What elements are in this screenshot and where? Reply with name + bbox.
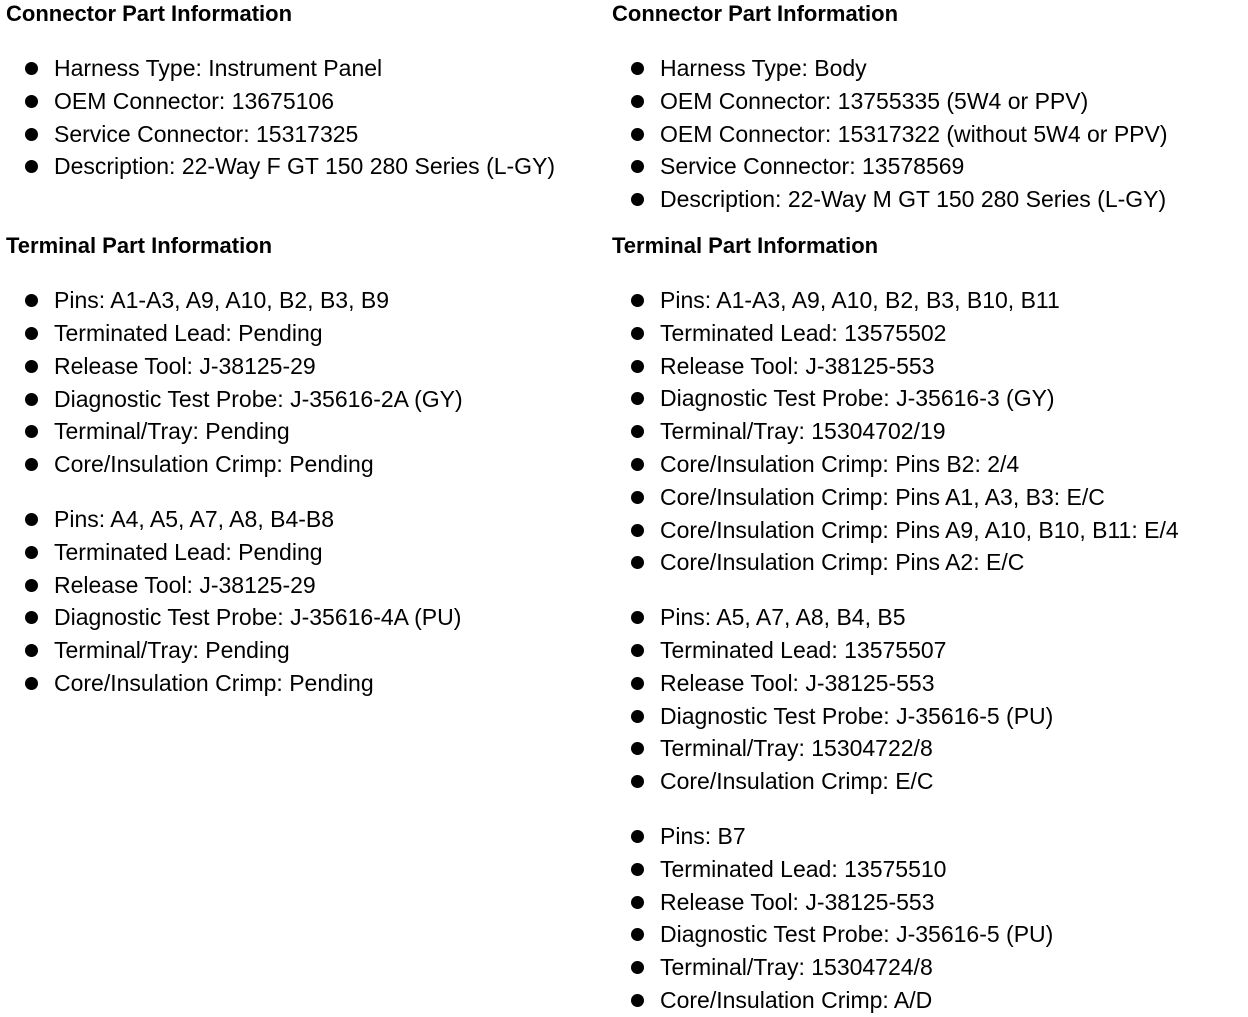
list-item: Diagnostic Test Probe: J-35616-2A (GY) [6, 383, 606, 416]
list-item: OEM Connector: 15317322 (without 5W4 or PPV) [612, 118, 1242, 151]
spacer [6, 481, 606, 503]
spacer [612, 28, 1242, 52]
spacer [6, 183, 606, 232]
terminal-group-list [6, 284, 606, 481]
list-item: Pins: A1-A3, A9, A10, B2, B3, B10, B11 [612, 284, 1242, 317]
list-item: Terminated Lead: Pending [6, 536, 606, 569]
list-item: Core/Insulation Crimp: E/C [612, 765, 1242, 798]
left-column [6, 0, 606, 700]
list-item: Terminated Lead: Pending [6, 317, 606, 350]
terminal-group-list [612, 284, 1242, 579]
list-item: Harness Type: Body [612, 52, 1242, 85]
list-item: Pins: A4, A5, A7, A8, B4-B8 [6, 503, 606, 536]
list-item: Core/Insulation Crimp: A/D [612, 984, 1242, 1017]
terminal-heading: Terminal Part Information [612, 232, 879, 258]
list-item: Diagnostic Test Probe: J-35616-5 (PU) [612, 700, 1242, 733]
spacer [612, 216, 1242, 232]
list-item: Core/Insulation Crimp: Pending [6, 667, 606, 700]
list-item: Diagnostic Test Probe: J-35616-4A (PU) [6, 601, 606, 634]
list-item: OEM Connector: 13755335 (5W4 or PPV) [612, 85, 1242, 118]
connector-info-list [6, 52, 606, 183]
list-item: Release Tool: J-38125-553 [612, 886, 1242, 919]
list-item: Release Tool: J-38125-553 [612, 667, 1242, 700]
list-item: Core/Insulation Crimp: Pins A1, A3, B3: E/C [612, 481, 1242, 514]
list-item: Release Tool: J-38125-553 [612, 350, 1242, 383]
list-item: Service Connector: 13578569 [612, 150, 1242, 183]
spacer [612, 798, 1242, 820]
list-item: Core/Insulation Crimp: Pins B2: 2/4 [612, 448, 1242, 481]
list-item: Terminal/Tray: 15304724/8 [612, 951, 1242, 984]
list-item: Harness Type: Instrument Panel [6, 52, 606, 85]
list-item: Terminated Lead: 13575502 [612, 317, 1242, 350]
list-item: Service Connector: 15317325 [6, 118, 606, 151]
connector-info-list [612, 52, 1242, 216]
list-item: Diagnostic Test Probe: J-35616-3 (GY) [612, 382, 1242, 415]
spacer [6, 260, 606, 284]
list-item: Terminal/Tray: Pending [6, 634, 606, 667]
list-item: Release Tool: J-38125-29 [6, 350, 606, 383]
spacer [6, 28, 606, 52]
list-item: Core/Insulation Crimp: Pending [6, 448, 606, 481]
terminal-heading: Terminal Part Information [6, 233, 273, 259]
right-column [612, 0, 1242, 1017]
list-item: OEM Connector: 13675106 [6, 85, 606, 118]
terminal-group-list [6, 503, 606, 700]
list-item: Terminal/Tray: 15304702/19 [612, 415, 1242, 448]
terminal-group-list [612, 820, 1242, 1017]
terminal-group-list [612, 601, 1242, 798]
list-item: Diagnostic Test Probe: J-35616-5 (PU) [612, 918, 1242, 951]
list-item: Description: 22-Way M GT 150 280 Series (L-GY) [612, 183, 1242, 216]
list-item: Release Tool: J-38125-29 [6, 569, 606, 602]
list-item: Terminated Lead: 13575507 [612, 634, 1242, 667]
connector-heading: Connector Part Information [612, 1, 899, 26]
spacer [612, 260, 1242, 284]
list-item: Terminal/Tray: 15304722/8 [612, 732, 1242, 765]
list-item: Core/Insulation Crimp: Pins A2: E/C [612, 546, 1242, 579]
spacer [612, 579, 1242, 601]
list-item: Core/Insulation Crimp: Pins A9, A10, B10, B11: E/4 [612, 514, 1242, 547]
list-item: Pins: A1-A3, A9, A10, B2, B3, B9 [6, 284, 606, 317]
list-item: Pins: A5, A7, A8, B4, B5 [612, 601, 1242, 634]
list-item: Terminal/Tray: Pending [6, 415, 606, 448]
connector-heading: Connector Part Information [6, 1, 293, 26]
list-item: Pins: B7 [612, 820, 1242, 853]
list-item: Terminated Lead: 13575510 [612, 853, 1242, 886]
list-item: Description: 22-Way F GT 150 280 Series (L-GY) [6, 150, 606, 183]
